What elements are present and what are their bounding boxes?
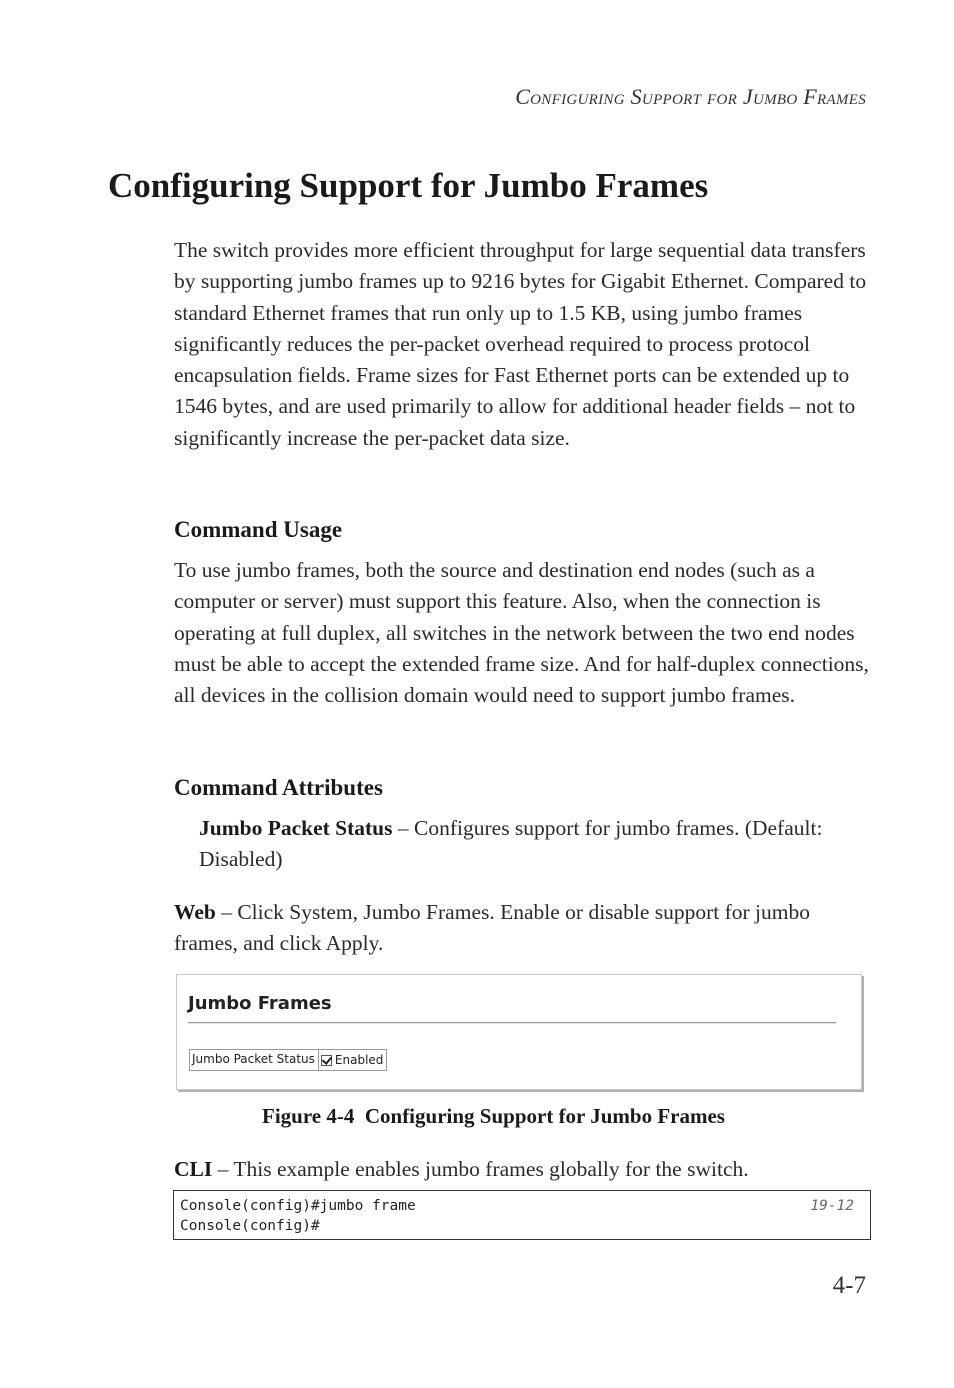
- jumbo-frames-screenshot: [176, 974, 862, 1090]
- command-attributes-heading: Command Attributes: [174, 775, 383, 800]
- code-line: [180, 1216, 864, 1236]
- enabled-checkbox[interactable]: [321, 1055, 332, 1066]
- enabled-cell: [319, 1050, 387, 1070]
- page-number: 4-7: [832, 1272, 866, 1299]
- cli-paragraph: [174, 1154, 874, 1185]
- command-usage-heading: Command Usage: [174, 517, 343, 542]
- web-paragraph: [174, 897, 874, 960]
- jumbo-packet-status-row: [189, 1049, 387, 1071]
- panel-title: Jumbo Frames: [188, 993, 332, 1014]
- web-term: Web: [174, 900, 216, 924]
- attribute-term: Jumbo Packet Status: [199, 816, 393, 840]
- cli-text: – This example enables jumbo frames globally for the switch.: [212, 1157, 749, 1181]
- code-reference: 19-12: [810, 1198, 854, 1214]
- cli-term: CLI: [174, 1157, 213, 1181]
- enabled-label: Enabled: [334, 1053, 384, 1067]
- figure-caption: Figure 4-4 Configuring Support for Jumbo Frames: [262, 1104, 725, 1128]
- code-command: Console(config)#jumbo frame: [180, 1198, 416, 1214]
- command-usage-paragraph: To use jumbo frames, both the source and destination end nodes (such as a computer or server) must support this feature. Also, when the connection is operating at full duplex, all switches in the network between the two end nodes must be able to accept the extended frame size. And for half-duplex connections, all devices in the collision domain would need to support jumbo frames.: [174, 558, 869, 708]
- panel-divider: [188, 1022, 836, 1024]
- running-header: Configuring Support for Jumbo Frames: [515, 84, 866, 109]
- code-reference: [854, 1216, 864, 1236]
- intro-paragraph: The switch provides more efficient throughput for large sequential data transfers by supporting jumbo frames up to 9216 bytes for Gigabit Ethernet. Compared to standard Ethernet frames that run only up to 1.5 KB, using jumbo frames significantly reduces the per-packet overhead required to process protocol encapsulation fields. Frame sizes for Fast Ethernet ports can be extended up to 1546 bytes, and are used primarily to allow for additional header fields – not to significantly increase the per-packet data size.: [174, 238, 867, 450]
- attribute-description: – Configures support for jumbo frames. (Default: Disabled): [199, 816, 823, 872]
- attribute-item: [199, 813, 879, 876]
- web-text: – Click System, Jumbo Frames. Enable or disable support for jumbo frames, and click Apply.: [174, 900, 810, 956]
- cli-code-block: [173, 1190, 871, 1240]
- code-line: [180, 1196, 864, 1216]
- jumbo-packet-status-label: Jumbo Packet Status: [190, 1050, 319, 1070]
- page-title: Configuring Support for Jumbo Frames: [108, 166, 709, 205]
- code-command: Console(config)#: [180, 1218, 320, 1234]
